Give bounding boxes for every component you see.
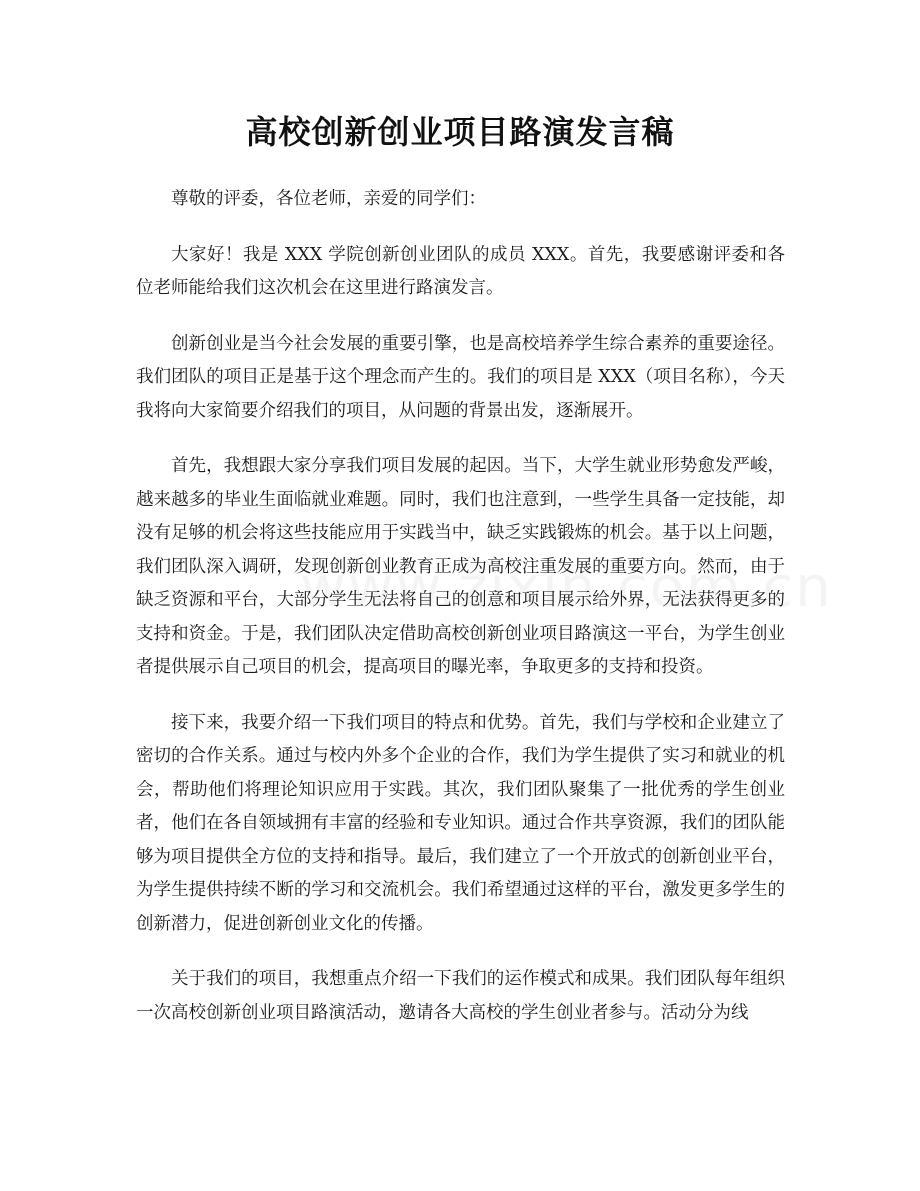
features-paragraph: 接下来，我要介绍一下我们项目的特点和优势。首先，我们与学校和企业建立了密切的合作关系。通过与校内外多个企业的合作，我们为学生提供了实习和就业的机会，帮助他们将理论知识应用于实践。其次，我们团队聚集了一批优秀的学生创业者，他们在各自领域拥有丰富的经验和专业知识。通过合作共享资源，我们的团队能够为项目提供全方位的支持和指导。最后，我们建立了一个开放式的创新创业平台，为学生提供持续不断的学习和交流机会。我们希望通过这样的平台，激发更多学生的创新潜力，促进创新创业文化的传播。	[136, 712, 785, 934]
document-title: 高校创新创业项目路演发言稿	[245, 113, 675, 151]
document-body	[136, 183, 785, 1052]
operation-paragraph: 关于我们的项目，我想重点介绍一下我们的运作模式和成果。我们团队每年组织一次高校创新创业项目路演活动，邀请各大高校的学生创业者参与。活动分为线	[136, 969, 785, 1023]
background-paragraph: 首先，我想跟大家分享我们项目发展的起因。当下，大学生就业形势愈发严峻，越来越多的毕业生面临就业难题。同时，我们也注意到，一些学生具备一定技能，却没有足够的机会将这些技能应用于实践当中，缺乏实践锻炼的机会。基于以上问题，我们团队深入调研，发现创新创业教育正成为高校注重发展的重要方向。然而，由于缺乏资源和平台，大部分学生无法将自己的创意和项目展示给外界，无法获得更多的支持和资金。于是，我们团队决定借助高校创新创业项目路演这一平台，为学生创业者提供展示自己项目的机会，提高项目的曝光率，争取更多的支持和投资。	[136, 456, 785, 677]
intro-paragraph: 创新创业是当今社会发展的重要引擎，也是高校培养学生综合素养的重要途径。我们团队的项目正是基于这个理念而产生的。我们的项目是 XXX（项目名称），今天我将向大家简要介绍我们的项目，从问题的背景出发，逐渐展开。	[136, 333, 785, 421]
salutation-paragraph: 尊敬的评委，各位老师，亲爱的同学们：	[171, 189, 486, 209]
greeting-paragraph: 大家好！我是 XXX 学院创新创业团队的成员 XXX。首先，我要感谢评委和各位老师能给我们这次机会在这里进行路演发言。	[136, 244, 785, 298]
